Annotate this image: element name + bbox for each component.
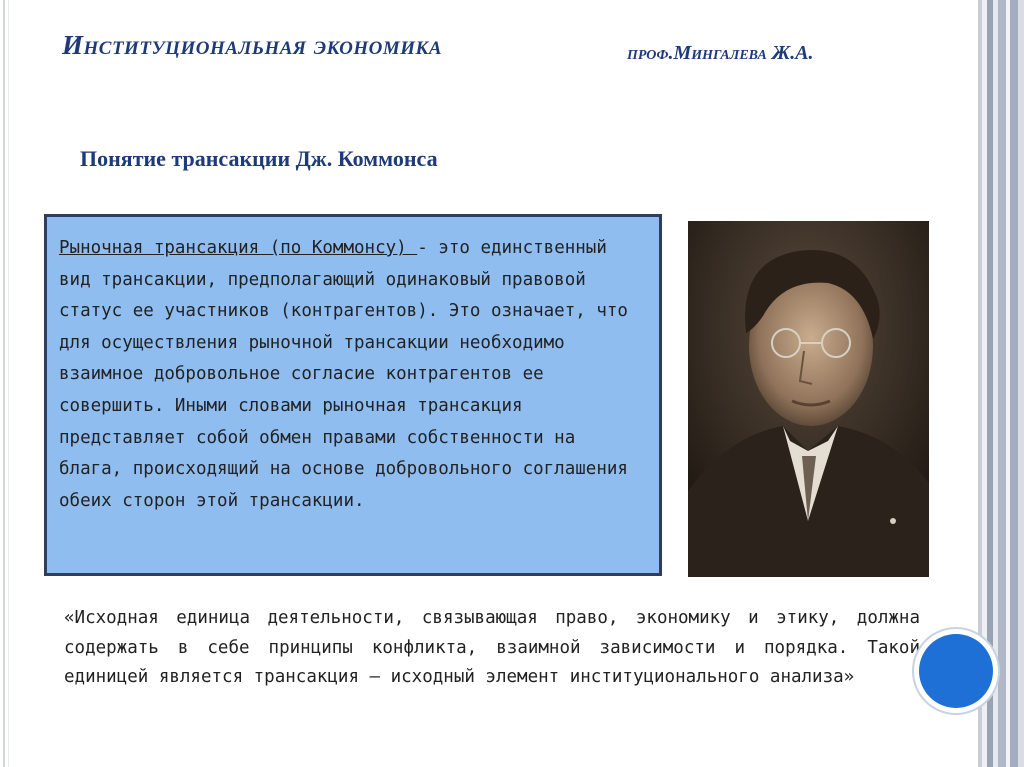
left-border-line (3, 0, 5, 767)
author-name: проф.Мингалева Ж.А. (627, 42, 814, 64)
decorative-circle (919, 634, 993, 708)
slide-subtitle: Понятие трансакции Дж. Коммонса (80, 146, 438, 171)
left-border-line-inner (8, 0, 9, 767)
definition-term: Рыночная трансакция (по Коммонсу) (59, 238, 418, 258)
page-title: Институциональная экономика (62, 30, 443, 60)
slide-header (62, 30, 442, 61)
definition-text: - это единственный вид трансакции, предполагающий одинаковый правовой статус ее участников (контрагентов). Это означает, что для осуществления рыночной трансакции необходимо взаимное добровольное согласие контрагентов ее совершить. Иными словами рыночная трансакция представляет собой обмен правами собственности на блага, происходящий на основе добровольного соглашения обеих сторон этой трансакции. (59, 238, 628, 511)
commons-quote: «Исходная единица деятельности, связывающая право, экономику и этику, должна содержать в себе принципы конфликта, взаимной зависимости и порядка. Такой единицей является трансакция – исходный элемент институционального анализа» (64, 608, 920, 687)
definition-box (44, 214, 662, 576)
portrait-illustration (688, 221, 929, 577)
portrait-photo (688, 221, 929, 577)
